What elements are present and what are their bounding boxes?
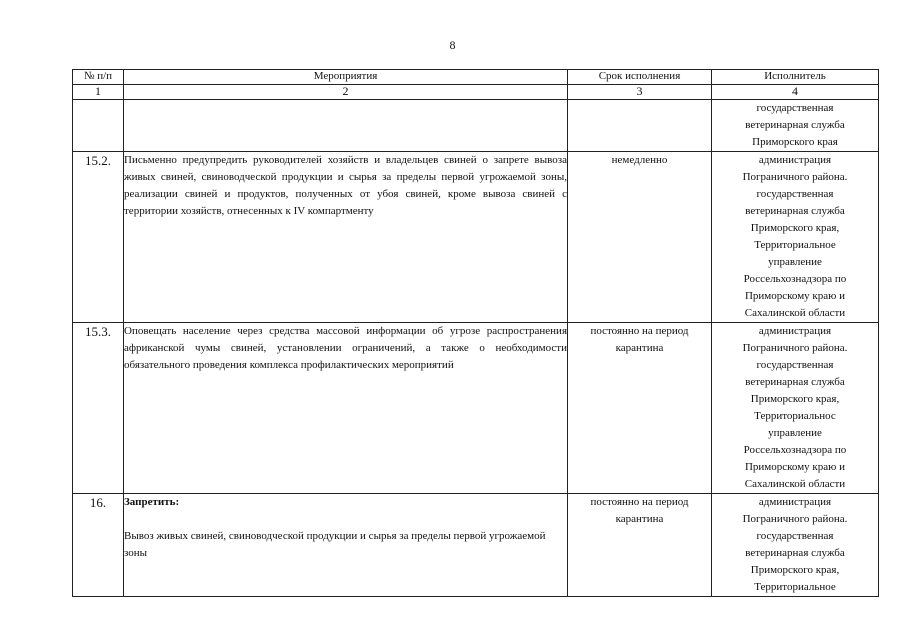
column-number-2: 2	[124, 85, 568, 100]
executor-line: ветеринарная служба	[745, 119, 845, 131]
executor-line: ветеринарная служба	[745, 376, 845, 388]
executor-line: Приморскому краю и	[744, 461, 846, 473]
row-number	[73, 100, 124, 152]
executor-line: Россельхознадзора по	[743, 273, 847, 285]
measure-cell	[124, 100, 568, 152]
executor-line: управление	[768, 427, 822, 439]
header-executor: Исполнитель	[712, 70, 879, 85]
executor-line: Пограничного района.	[742, 513, 848, 525]
executor-line: администрация	[758, 496, 832, 508]
executor-line: Пограничного района.	[742, 342, 848, 354]
executor-line: Приморскому краю и	[744, 290, 846, 302]
column-number-3: 3	[568, 85, 712, 100]
table-row	[73, 100, 879, 152]
executor-line: Территориальное	[754, 581, 836, 593]
measure-text: Оповещать население через средства массовой информации об угрозе распространения африканской чумы свиней, установлении ограничений, а также о необходимости обязательного проведения комплекса профилактических мероприятий	[124, 325, 567, 371]
deadline-text: постоянно на период карантина	[590, 325, 689, 354]
executor-line: Приморского края	[752, 136, 838, 148]
executor-line: ветеринарная служба	[745, 547, 845, 559]
executor-line: Территориальное	[754, 239, 836, 251]
measure-cell	[124, 152, 568, 323]
measure-spacer	[124, 511, 567, 528]
executor-line: управление	[768, 256, 822, 268]
executor-line: Пограничного района.	[742, 171, 848, 183]
executor-line: Приморского края,	[750, 564, 840, 576]
executor-line: государственная	[756, 530, 834, 542]
executor-line: Сахалинской области	[744, 307, 846, 319]
header-deadline: Срок исполнения	[568, 70, 712, 85]
column-number-4: 4	[712, 85, 879, 100]
executor-cell	[712, 152, 879, 323]
executor-line: Территориальнос	[754, 410, 836, 422]
executor-line: Сахалинской области	[744, 478, 846, 490]
table-row	[73, 494, 879, 597]
row-number: 15.3.	[73, 323, 124, 494]
measure-text: Вывоз живых свиней, свиноводческой продукции и сырья за пределы первой угрожаемой зоны	[124, 530, 546, 559]
deadline-cell	[568, 100, 712, 152]
measure-heading: Запретить:	[124, 496, 180, 508]
executor-line: государственная	[756, 188, 834, 200]
column-number-row	[73, 85, 879, 100]
row-number: 15.2.	[73, 152, 124, 323]
header-number: № п/п	[73, 70, 124, 85]
deadline-cell: немедленно	[568, 152, 712, 323]
deadline-text: постоянно на период карантина	[590, 496, 689, 525]
row-number: 16.	[73, 494, 124, 597]
executor-line: государственная	[756, 102, 834, 114]
header-row	[73, 70, 879, 85]
header-measures: Мероприятия	[124, 70, 568, 85]
measure-cell	[124, 323, 568, 494]
deadline-cell	[568, 494, 712, 597]
executor-line: Приморского края,	[750, 222, 840, 234]
executor-line: Приморского края,	[750, 393, 840, 405]
executor-line: государственная	[756, 359, 834, 371]
executor-line: администрация	[758, 325, 832, 337]
executor-line: ветеринарная служба	[745, 205, 845, 217]
executor-cell	[712, 494, 879, 597]
measure-text: Письменно предупредить руководителей хозяйств и владельцев свиней о запрете вывоза живых свиней, свиноводческой продукции и сырья за пределы первой угрожаемой зоны, реализации свиней и продуктов, полученных от убоя свиней, кроме вывоза свиней с территории хозяйств, отнесенных к IV компартменту	[124, 154, 567, 217]
executor-cell	[712, 323, 879, 494]
table-row	[73, 323, 879, 494]
executor-line: Россельхознадзора по	[743, 444, 847, 456]
deadline-cell	[568, 323, 712, 494]
page-number: 8	[449, 38, 456, 52]
measure-cell	[124, 494, 568, 597]
measures-table	[72, 69, 879, 597]
column-number-1: 1	[73, 85, 124, 100]
executor-line: администрация	[758, 154, 832, 166]
table-row	[73, 152, 879, 323]
executor-cell	[712, 100, 879, 152]
